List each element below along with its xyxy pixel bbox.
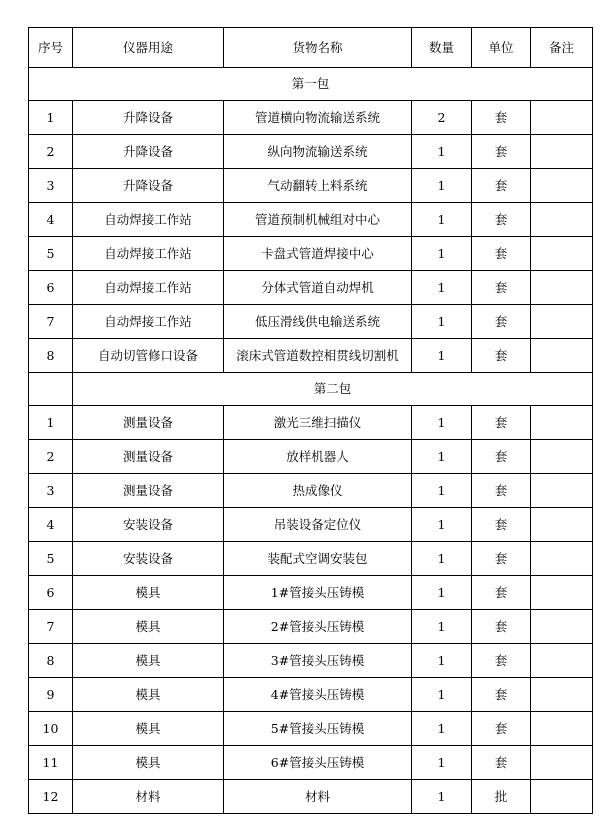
equipment-table: [28, 27, 593, 814]
table-row: [29, 712, 593, 746]
cell-remark: [531, 339, 593, 373]
cell-name: 滚床式管道数控相贯线切割机: [224, 339, 412, 373]
cell-qty: 1: [412, 305, 472, 339]
cell-no: 4: [29, 203, 73, 237]
cell-no: 4: [29, 508, 73, 542]
cell-name: 1#管接头压铸模: [224, 576, 412, 610]
cell-name: 2#管接头压铸模: [224, 610, 412, 644]
cell-qty: 1: [412, 542, 472, 576]
cell-qty: 1: [412, 678, 472, 712]
cell-qty: 1: [412, 339, 472, 373]
cell-no: 8: [29, 339, 73, 373]
cell-usage: 升降设备: [73, 101, 224, 135]
table-row: [29, 135, 593, 169]
cell-unit: 套: [472, 406, 531, 440]
table-row: [29, 780, 593, 814]
cell-usage: 模具: [73, 576, 224, 610]
cell-unit: 套: [472, 305, 531, 339]
table-row: [29, 169, 593, 203]
cell-name: 材料: [224, 780, 412, 814]
cell-remark: [531, 610, 593, 644]
cell-usage: 升降设备: [73, 169, 224, 203]
cell-unit: 套: [472, 746, 531, 780]
cell-usage: 模具: [73, 712, 224, 746]
cell-remark: [531, 644, 593, 678]
header-row: [29, 28, 593, 68]
cell-usage: 测量设备: [73, 440, 224, 474]
cell-remark: [531, 135, 593, 169]
cell-qty: 1: [412, 135, 472, 169]
cell-usage: 安装设备: [73, 542, 224, 576]
cell-qty: 1: [412, 271, 472, 305]
table-row: [29, 203, 593, 237]
table-row: [29, 101, 593, 135]
cell-unit: 套: [472, 237, 531, 271]
cell-qty: 1: [412, 712, 472, 746]
package-title: 第一包: [29, 68, 593, 101]
table-row: [29, 610, 593, 644]
cell-unit: 套: [472, 474, 531, 508]
cell-unit: 套: [472, 101, 531, 135]
cell-name: 卡盘式管道焊接中心: [224, 237, 412, 271]
cell-name: 分体式管道自动焊机: [224, 271, 412, 305]
cell-usage: 自动焊接工作站: [73, 237, 224, 271]
cell-no: 1: [29, 406, 73, 440]
cell-qty: 1: [412, 406, 472, 440]
cell-remark: [531, 542, 593, 576]
cell-name: 激光三维扫描仪: [224, 406, 412, 440]
cell-remark: [531, 678, 593, 712]
table-body: [29, 68, 593, 814]
cell-qty: 1: [412, 644, 472, 678]
table-row: [29, 542, 593, 576]
cell-remark: [531, 712, 593, 746]
package-title-blank-cell: [29, 373, 73, 406]
table-row: [29, 339, 593, 373]
cell-no: 7: [29, 610, 73, 644]
cell-no: 9: [29, 678, 73, 712]
cell-qty: 1: [412, 169, 472, 203]
cell-remark: [531, 101, 593, 135]
table-row: [29, 746, 593, 780]
cell-qty: 1: [412, 474, 472, 508]
cell-unit: 套: [472, 271, 531, 305]
table-row: [29, 406, 593, 440]
cell-unit: 套: [472, 508, 531, 542]
package-title: 第二包: [73, 373, 593, 406]
cell-no: 5: [29, 237, 73, 271]
cell-name: 5#管接头压铸模: [224, 712, 412, 746]
cell-no: 5: [29, 542, 73, 576]
cell-remark: [531, 305, 593, 339]
cell-no: 8: [29, 644, 73, 678]
cell-remark: [531, 746, 593, 780]
table-row: [29, 440, 593, 474]
cell-remark: [531, 169, 593, 203]
table-row: [29, 271, 593, 305]
cell-name: 管道预制机械组对中心: [224, 203, 412, 237]
cell-name: 管道横向物流输送系统: [224, 101, 412, 135]
cell-unit: 套: [472, 712, 531, 746]
cell-remark: [531, 508, 593, 542]
cell-name: 低压滑线供电输送系统: [224, 305, 412, 339]
header-name: 货物名称: [224, 28, 412, 68]
cell-name: 6#管接头压铸模: [224, 746, 412, 780]
cell-unit: 套: [472, 644, 531, 678]
cell-remark: [531, 576, 593, 610]
package-section-row: [29, 68, 593, 101]
cell-name: 3#管接头压铸模: [224, 644, 412, 678]
cell-usage: 测量设备: [73, 474, 224, 508]
table-row: [29, 237, 593, 271]
cell-unit: 批: [472, 780, 531, 814]
cell-remark: [531, 203, 593, 237]
cell-no: 2: [29, 135, 73, 169]
cell-qty: 1: [412, 237, 472, 271]
cell-unit: 套: [472, 135, 531, 169]
cell-usage: 自动切管修口设备: [73, 339, 224, 373]
cell-usage: 自动焊接工作站: [73, 203, 224, 237]
table-row: [29, 508, 593, 542]
cell-remark: [531, 237, 593, 271]
cell-name: 放样机器人: [224, 440, 412, 474]
package-section-row: [29, 373, 593, 406]
cell-name: 气动翻转上料系统: [224, 169, 412, 203]
cell-no: 10: [29, 712, 73, 746]
cell-qty: 1: [412, 440, 472, 474]
cell-unit: 套: [472, 678, 531, 712]
cell-usage: 模具: [73, 746, 224, 780]
cell-qty: 1: [412, 576, 472, 610]
header-no: 序号: [29, 28, 73, 68]
header-qty: 数量: [412, 28, 472, 68]
cell-no: 11: [29, 746, 73, 780]
cell-remark: [531, 780, 593, 814]
cell-no: 3: [29, 474, 73, 508]
cell-name: 纵向物流输送系统: [224, 135, 412, 169]
cell-usage: 自动焊接工作站: [73, 305, 224, 339]
cell-usage: 材料: [73, 780, 224, 814]
cell-qty: 1: [412, 780, 472, 814]
cell-name: 4#管接头压铸模: [224, 678, 412, 712]
equipment-list-document: [28, 27, 592, 814]
cell-no: 12: [29, 780, 73, 814]
cell-unit: 套: [472, 440, 531, 474]
table-row: [29, 576, 593, 610]
cell-usage: 安装设备: [73, 508, 224, 542]
header-usage: 仪器用途: [73, 28, 224, 68]
cell-no: 7: [29, 305, 73, 339]
cell-no: 3: [29, 169, 73, 203]
cell-remark: [531, 271, 593, 305]
cell-remark: [531, 440, 593, 474]
cell-unit: 套: [472, 610, 531, 644]
cell-unit: 套: [472, 542, 531, 576]
table-row: [29, 474, 593, 508]
cell-usage: 升降设备: [73, 135, 224, 169]
cell-qty: 1: [412, 610, 472, 644]
cell-name: 吊装设备定位仪: [224, 508, 412, 542]
cell-no: 2: [29, 440, 73, 474]
cell-usage: 模具: [73, 644, 224, 678]
cell-unit: 套: [472, 169, 531, 203]
cell-no: 6: [29, 271, 73, 305]
header-unit: 单位: [472, 28, 531, 68]
cell-unit: 套: [472, 576, 531, 610]
cell-unit: 套: [472, 339, 531, 373]
cell-no: 1: [29, 101, 73, 135]
cell-usage: 测量设备: [73, 406, 224, 440]
cell-usage: 模具: [73, 610, 224, 644]
cell-usage: 模具: [73, 678, 224, 712]
cell-qty: 1: [412, 508, 472, 542]
table-row: [29, 305, 593, 339]
cell-name: 热成像仪: [224, 474, 412, 508]
cell-usage: 自动焊接工作站: [73, 271, 224, 305]
header-remark: 备注: [531, 28, 593, 68]
table-row: [29, 644, 593, 678]
cell-remark: [531, 474, 593, 508]
cell-unit: 套: [472, 203, 531, 237]
cell-remark: [531, 406, 593, 440]
cell-qty: 2: [412, 101, 472, 135]
cell-name: 装配式空调安装包: [224, 542, 412, 576]
cell-no: 6: [29, 576, 73, 610]
cell-qty: 1: [412, 746, 472, 780]
cell-qty: 1: [412, 203, 472, 237]
table-row: [29, 678, 593, 712]
